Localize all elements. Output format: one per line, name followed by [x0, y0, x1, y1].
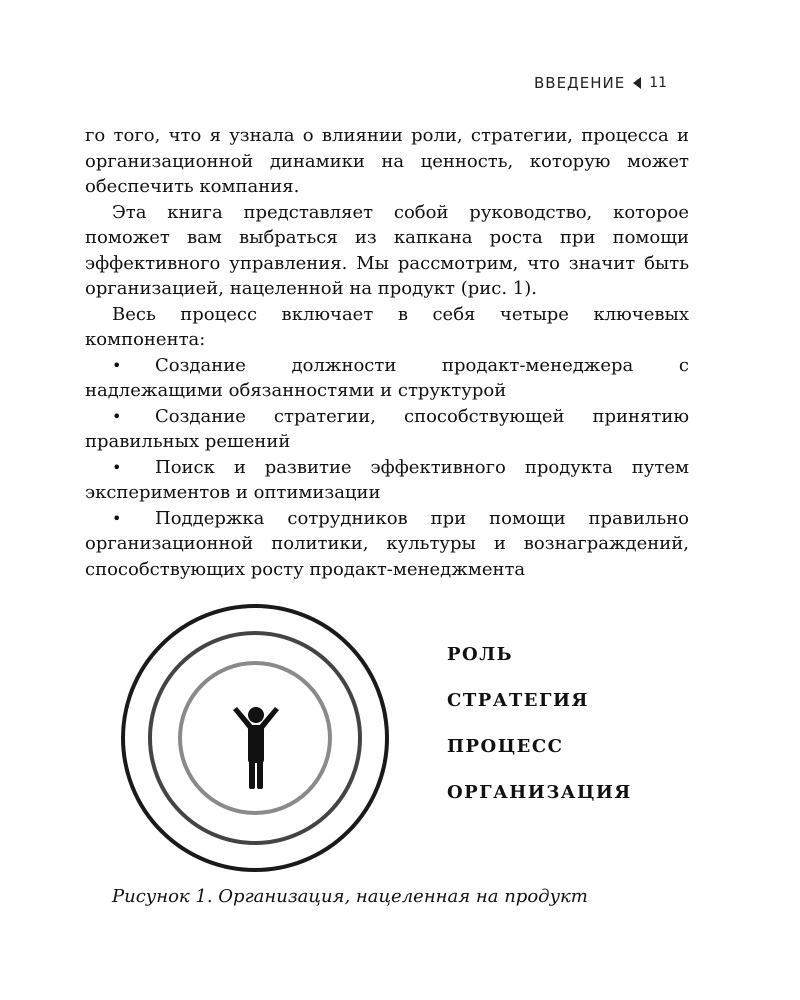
- bullet-icon: •: [112, 457, 122, 477]
- bullet-item: [85, 353, 689, 404]
- bullet-item: [85, 404, 689, 455]
- bullet-text: Поддержка сотрудников при помощи правильно организационной политики, культуры и вознаграждений, способствующих росту продакт-менеджмента: [85, 507, 689, 580]
- triangle-left-icon: [633, 77, 641, 89]
- bullet-text: Поиск и развитие эффективного продукта путем экспериментов и оптимизации: [85, 456, 689, 503]
- running-header: [534, 72, 694, 94]
- label-role: РОЛЬ: [447, 644, 513, 665]
- body-text: [85, 123, 689, 582]
- bullet-icon: •: [112, 406, 122, 426]
- label-process: ПРОЦЕСС: [447, 736, 564, 757]
- bullet-text: Создание стратегии, способствующей принятию правильных решений: [85, 405, 689, 452]
- bullet-text: Создание должности продакт-менеджера с надлежащими обязанностями и структурой: [85, 354, 689, 401]
- figure-caption: Рисунок 1. Организация, нацеленная на продукт: [112, 886, 588, 907]
- section-title: ВВЕДЕНИЕ: [534, 74, 626, 92]
- bullet-item: [85, 455, 689, 506]
- label-strategy: СТРАТЕГИЯ: [447, 690, 589, 711]
- figure-labels: [447, 642, 632, 826]
- label-organization: ОРГАНИЗАЦИЯ: [447, 782, 632, 803]
- paragraph: го того, что я узнала о влиянии роли, стратегии, процесса и организационной динамики на ценность, которую может обеспечить компания.: [85, 125, 689, 197]
- bullet-item: [85, 506, 689, 583]
- bullet-icon: •: [112, 355, 122, 375]
- paragraph: Эта книга представляет собой руководство, которое поможет вам выбраться из капкана роста при помощи эффективного управления. Мы рассмотрим, что значит быть организацией, нацеленной на продукт (рис. 1).: [85, 201, 689, 299]
- concentric-circles-diagram: [120, 603, 390, 873]
- person-arms-raised-icon: [233, 707, 279, 789]
- bullet-icon: •: [112, 508, 122, 528]
- page-number: 11: [649, 75, 668, 91]
- paragraph: Весь процесс включает в себя четыре ключевых компонента:: [85, 303, 689, 350]
